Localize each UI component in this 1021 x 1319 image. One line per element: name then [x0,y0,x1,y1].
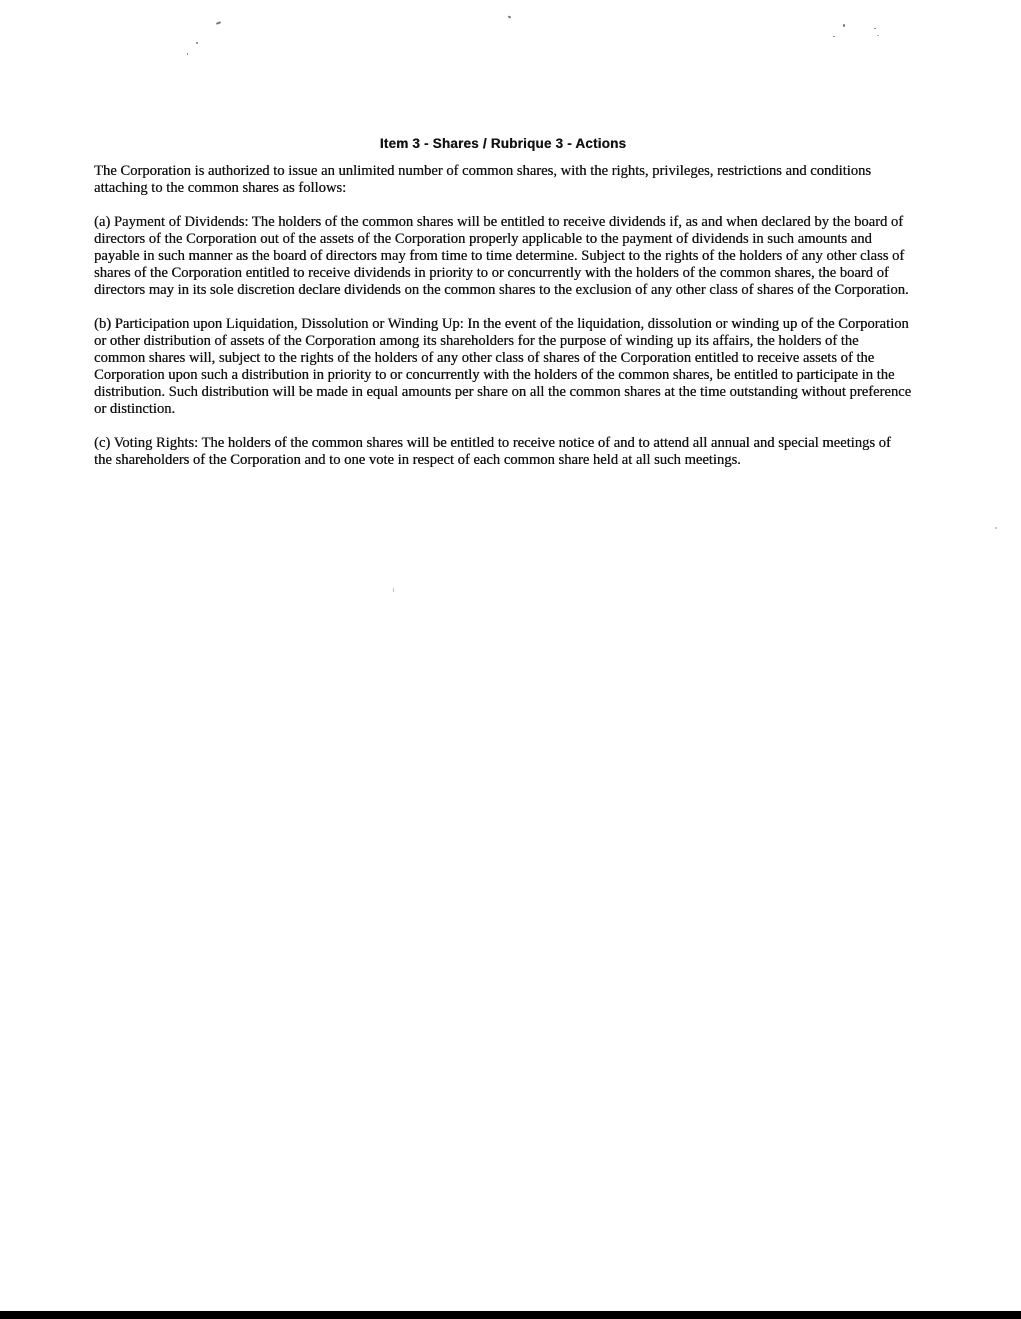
scan-speckle [843,24,845,27]
clause-a-paragraph: (a) Payment of Dividends: The holders of the common shares will be entitled to receive dividends if, as and when declared by the board of directors of the Corporation out of the assets of the Corporation properly applicable to the payment of dividends in such amounts and payable in such manner as the board of directors may from time to time determine. Subject to the rights of the holders of any other class of shares of the Corporation entitled to receive dividends in priority to or concurrently with the holders of the common shares, the board of directors may in its sole discretion declare dividends on the common shares to the exclusion of any other class of shares of the Corporation. [94,214,909,298]
scan-speckle [995,527,997,529]
scan-speckle [877,35,879,36]
scan-speckle [508,15,512,18]
scan-speckle [833,36,835,37]
scan-edge-bar [0,1311,1021,1319]
scan-speckle [196,42,198,44]
document-content [94,136,912,486]
scan-speckle [393,588,394,592]
scan-speckle [874,28,876,29]
scan-speckle [187,53,188,55]
intro-paragraph: The Corporation is authorized to issue an unlimited number of common shares, with the rights, privileges, restrictions and conditions attaching to the common shares as follows: [94,163,871,196]
scan-speckle [216,21,221,25]
clause-b-paragraph: (b) Participation upon Liquidation, Dissolution or Winding Up: In the event of the liquidation, dissolution or winding up of the Corporation or other distribution of assets of the Corporation among its shareholders for the purpose of winding up its affairs, the holders of the common shares will, subject to the rights of the holders of any other class of shares of the Corporation entitled to receive assets of the Corporation upon such a distribution in priority to or concurrently with the holders of the common shares, be entitled to participate in the distribution. Such distribution will be made in equal amounts per share on all the common shares at the time outstanding without preference or distinction. [94,316,912,417]
clause-c-paragraph: (c) Voting Rights: The holders of the common shares will be entitled to receive notice of and to attend all annual and special meetings of the shareholders of the Corporation and to one vote in respect of each common share held at all such meetings. [94,435,891,468]
section-heading: Item 3 - Shares / Rubrique 3 - Actions [379,136,627,151]
